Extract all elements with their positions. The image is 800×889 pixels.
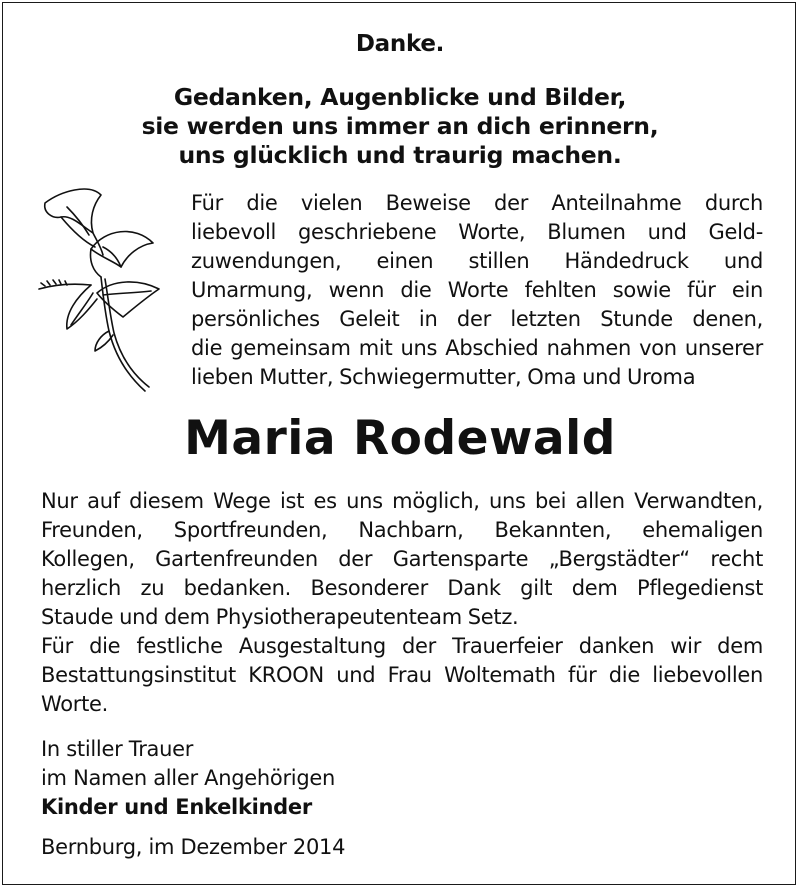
body-line: Staude und dem Physiotherapeutenteam Setz. (41, 605, 519, 629)
intro-line: die gemeinsam mit uns Abschied nahmen von unserer (191, 336, 763, 360)
intro-line: lieben Mutter, Schwiegermutter, Oma und Uroma (191, 365, 696, 389)
signature-line: In stiller Trauer (41, 737, 194, 761)
intro-line: liebevoll geschriebene Worte, Blumen und Geld- (191, 220, 763, 244)
place-date: Bernburg, im Dezember 2014 (41, 835, 346, 859)
body-line: Für die festliche Ausgestaltung der Trauerfeier danken wir dem (41, 634, 763, 658)
poem-line: uns glücklich und traurig machen. (178, 141, 622, 169)
body-line: Worte. (41, 692, 109, 716)
poem (3, 83, 797, 170)
body-line: Kollegen, Gartenfreunden der Gartensparte „Bergstädter“ recht (41, 547, 763, 571)
intro-line: persönliches Geleit in der letzten Stunde denen, (191, 307, 763, 331)
body-line: Nur auf diesem Wege ist es uns möglich, uns bei allen Verwandten, (41, 489, 763, 513)
body-text (41, 487, 763, 719)
signature-block (41, 735, 541, 822)
calla-lily-icon (31, 185, 171, 395)
intro-line: Für die vielen Beweise der Anteilnahme durch (191, 191, 763, 215)
body-line: Freunden, Sportfreunden, Nachbarn, Bekannten, ehemaligen (41, 518, 763, 542)
obituary-card (2, 2, 796, 885)
poem-line: sie werden uns immer an dich erinnern, (141, 112, 659, 140)
intro-line: Umarmung, wenn die Worte fehlten sowie für ein (191, 278, 763, 302)
intro-text (191, 189, 763, 392)
signers: Kinder und Enkelkinder (41, 795, 312, 819)
intro-line: zuwendungen, einen stillen Händedruck und (191, 249, 763, 273)
poem-line: Gedanken, Augenblicke und Bilder, (173, 83, 627, 111)
thanks-heading: Danke. (355, 31, 445, 57)
body-line: Bestattungsinstitut KROON und Frau Woltemath für die liebevollen (41, 663, 763, 687)
signature-line: im Namen aller Angehörigen (41, 766, 335, 790)
body-line: herzlich zu bedanken. Besonderer Dank gilt dem Pflegedienst (41, 576, 763, 600)
deceased-name: Maria Rodewald (184, 411, 616, 466)
